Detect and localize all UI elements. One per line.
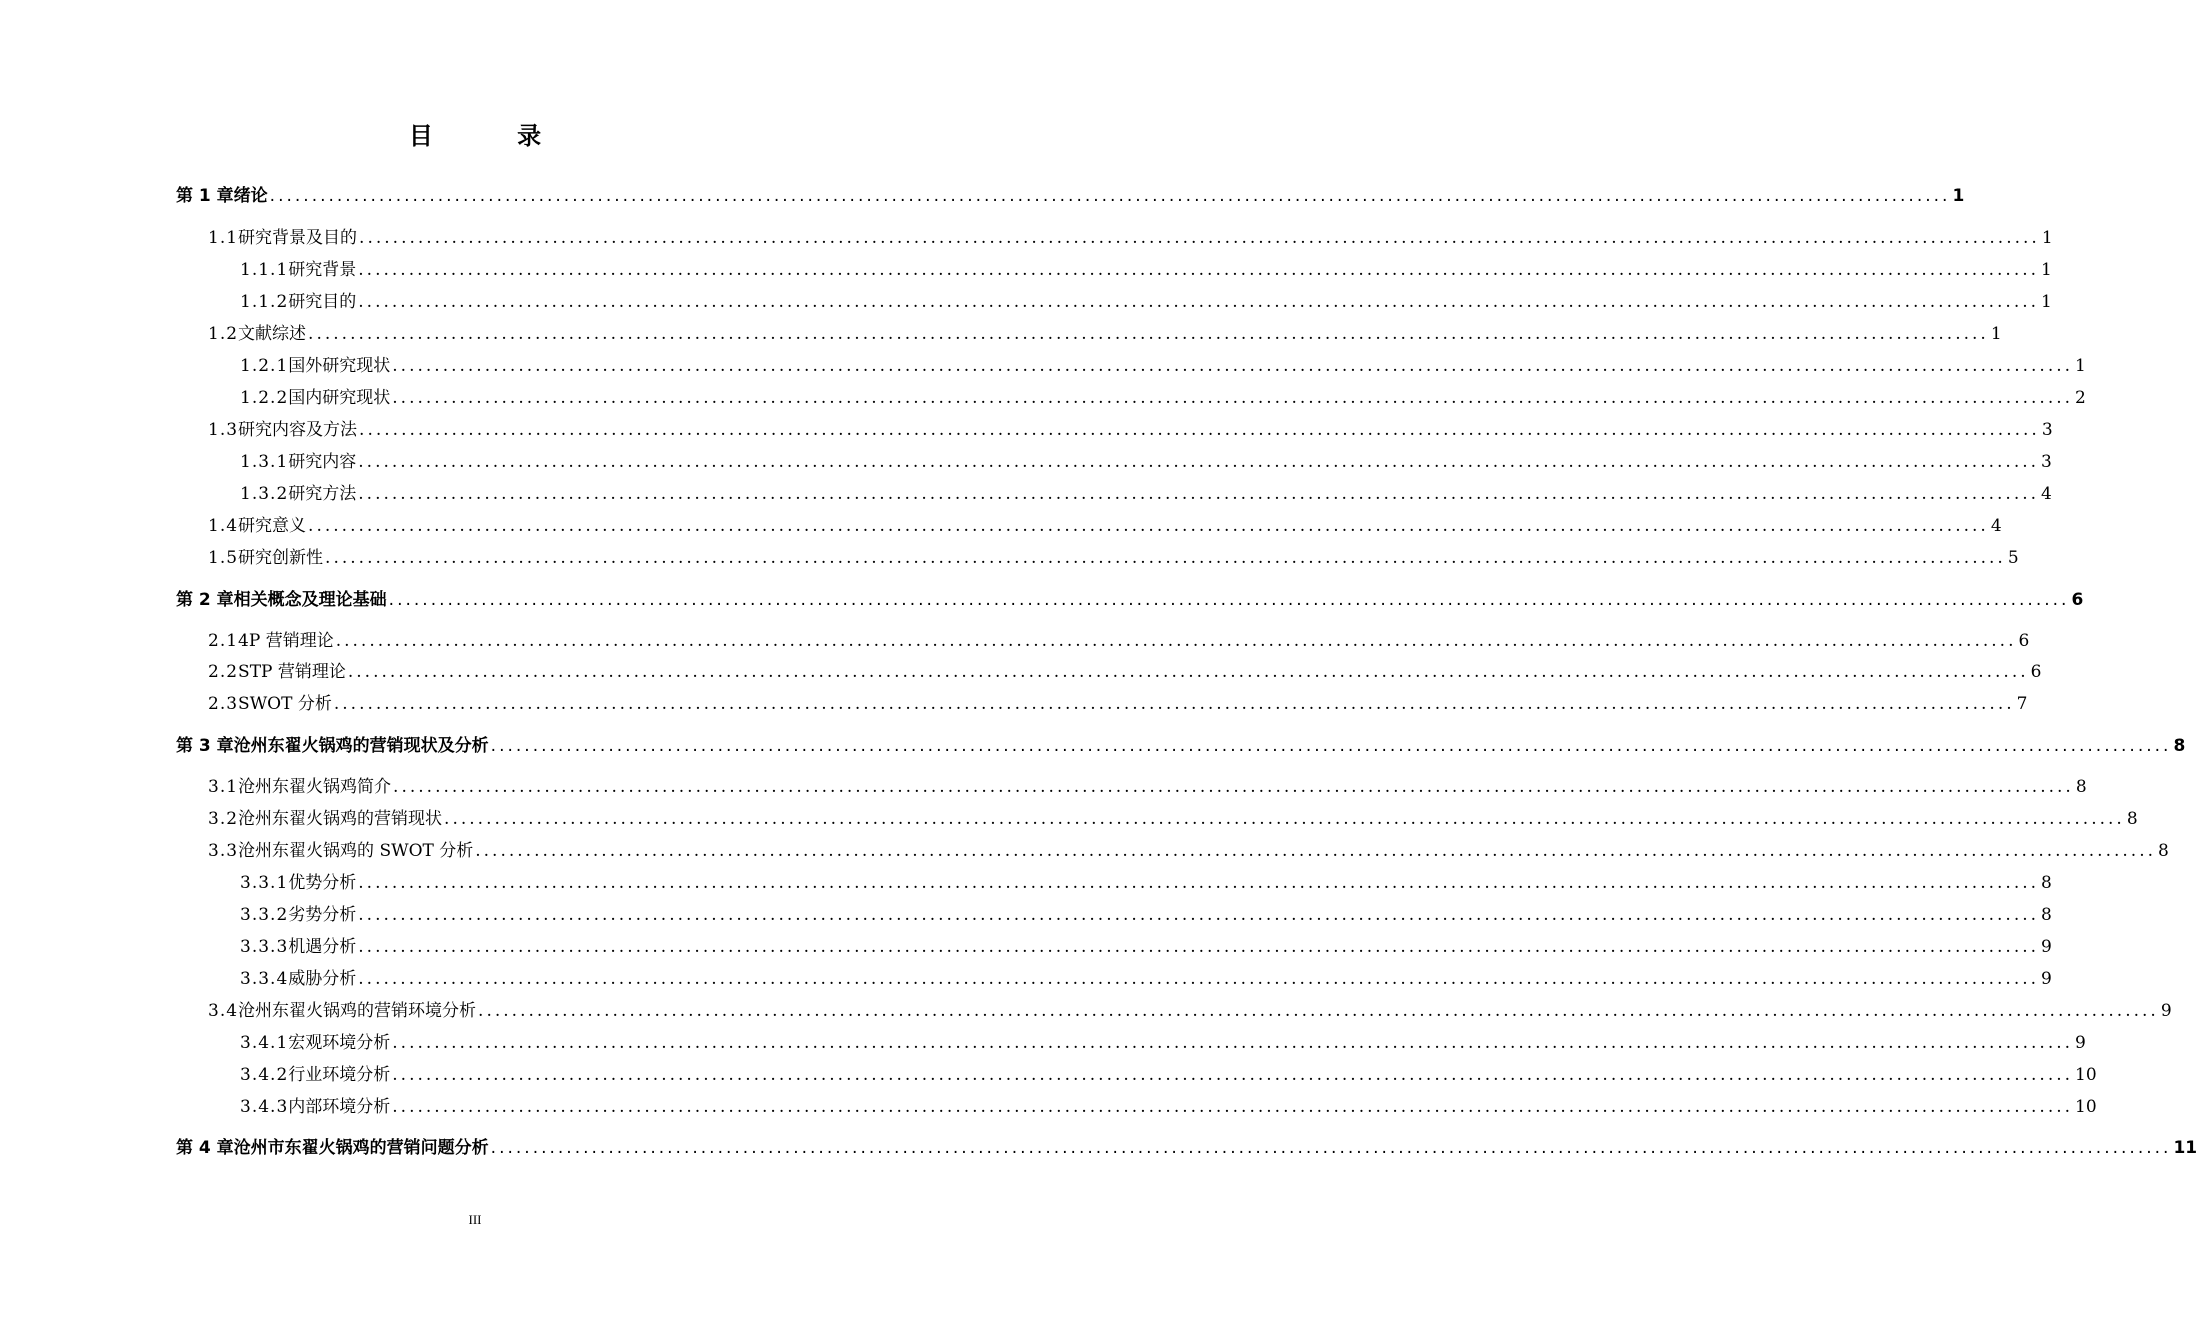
toc-entry-section[interactable] — [208, 774, 2087, 800]
toc-entry-number: 2.2 — [208, 662, 239, 682]
toc-entry-subsection[interactable] — [240, 1094, 2097, 1120]
toc-entry-title: 研究背景及目的 — [238, 228, 358, 248]
toc-entry-title: STP 营销理论 — [238, 662, 346, 682]
toc-leader-dots: ........................................................................................................................................................................................................ — [388, 590, 2070, 610]
toc-leader-dots: ........................................................................................................................................................................................................ — [269, 186, 1951, 206]
toc-entry-number: 1.2.2 — [240, 388, 289, 408]
toc-entry-title: 研究意义 — [238, 516, 307, 536]
toc-entry-section[interactable] — [208, 998, 2172, 1024]
toc-entry-page: 1 — [2041, 228, 2053, 248]
toc-entry-page: 8 — [2075, 777, 2087, 797]
toc-leader-dots: ........................................................................................................................................................................................................ — [347, 662, 2029, 682]
toc-leader-dots: ........................................................................................................................................................................................................ — [333, 694, 2015, 714]
toc-leader-dots: ........................................................................................................................................................................................................ — [475, 841, 2157, 861]
toc-entry-page: 4 — [1990, 516, 2002, 536]
toc-leader-dots: ........................................................................................................................................................................................................ — [392, 1033, 2074, 1053]
toc-leader-dots: ........................................................................................................................................................................................................ — [358, 873, 2040, 893]
toc-entry-number: 第 2 章 — [176, 590, 234, 610]
toc-leader-dots: ........................................................................................................................................................................................................ — [358, 260, 2040, 280]
toc-entry-title: 相关概念及理论基础 — [233, 590, 387, 610]
toc-entry-page: 9 — [2041, 937, 2052, 957]
toc-entry-page: 9 — [2075, 1033, 2086, 1053]
toc-leader-dots: ........................................................................................................................................................................................................ — [358, 452, 2040, 472]
toc-entry-page: 3 — [2041, 452, 2052, 472]
toc-entry-page: 6 — [2071, 590, 2084, 610]
toc-entry-section[interactable] — [208, 225, 2053, 251]
toc-entry-section[interactable] — [208, 321, 2002, 347]
toc-entry-title: 研究方法 — [288, 484, 357, 504]
toc-entry-chapter[interactable] — [176, 587, 2084, 613]
toc-entry-title: 研究背景 — [288, 260, 357, 280]
toc-entry-page: 8 — [2041, 905, 2052, 925]
toc-entry-page: 8 — [2126, 809, 2138, 829]
toc-entry-subsection[interactable] — [240, 934, 2052, 960]
toc-entry-page: 4 — [2041, 484, 2052, 504]
toc-entry-number: 1.1 — [208, 228, 239, 248]
toc-leader-dots: ........................................................................................................................................................................................................ — [325, 548, 2006, 568]
toc-entry-page: 10 — [2075, 1097, 2097, 1117]
toc-entry-subsection[interactable] — [240, 481, 2052, 507]
toc-entry-number: 1.2 — [208, 324, 239, 344]
toc-entry-subsection[interactable] — [240, 1062, 2097, 1088]
toc-entry-section[interactable] — [208, 417, 2053, 443]
toc-leader-dots: ........................................................................................................................................................................................................ — [359, 420, 2040, 440]
toc-entry-number: 3.4.2 — [240, 1065, 289, 1085]
toc-entry-title: 威胁分析 — [288, 969, 357, 989]
toc-entry-title: 文献综述 — [238, 324, 307, 344]
toc-entry-title: 宏观环境分析 — [288, 1033, 391, 1053]
toc-entry-subsection[interactable] — [240, 1030, 2086, 1056]
toc-entry-number: 3.4.3 — [240, 1097, 289, 1117]
toc-entry-page: 7 — [2016, 694, 2028, 714]
toc-entry-number: 3.3.3 — [240, 937, 289, 957]
toc-entry-number: 3.3.1 — [240, 873, 289, 893]
toc-entry-page: 11 — [2173, 1138, 2197, 1158]
toc-leader-dots: ........................................................................................................................................................................................................ — [358, 292, 2040, 312]
toc-entry-number: 3.3.2 — [240, 905, 289, 925]
toc-entry-subsection[interactable] — [240, 353, 2086, 379]
toc-entry-number: 1.3.1 — [240, 452, 289, 472]
toc-entry-chapter[interactable] — [176, 1135, 2197, 1161]
toc-leader-dots: ........................................................................................................................................................................................................ — [359, 228, 2040, 248]
toc-entry-page: 3 — [2041, 420, 2053, 440]
toc-entry-title: 沧州市东翟火锅鸡的营销问题分析 — [233, 1138, 489, 1158]
toc-entry-page: 1 — [2041, 292, 2052, 312]
toc-entry-section[interactable] — [208, 545, 2019, 571]
toc-entry-title: 沧州东翟火锅鸡的营销环境分析 — [238, 1001, 477, 1021]
toc-entry-section[interactable] — [208, 628, 2030, 654]
toc-leader-dots: ........................................................................................................................................................................................................ — [358, 937, 2040, 957]
toc-entry-number: 3.1 — [208, 777, 239, 797]
toc-entry-number: 第 3 章 — [176, 736, 234, 756]
toc-entry-page: 9 — [2160, 1001, 2172, 1021]
toc-entry-chapter[interactable] — [176, 733, 2186, 759]
toc-entry-number: 3.3.4 — [240, 969, 289, 989]
toc-entry-title: 研究内容及方法 — [238, 420, 358, 440]
toc-entry-number: 2.1 — [208, 631, 239, 651]
toc-leader-dots: ........................................................................................................................................................................................................ — [358, 484, 2040, 504]
toc-entry-number: 第 1 章 — [176, 186, 234, 206]
toc-entry-page: 1 — [1990, 324, 2002, 344]
toc-entry-page: 10 — [2075, 1065, 2097, 1085]
toc-entry-chapter[interactable] — [176, 183, 1965, 209]
toc-entry-page: 2 — [2075, 388, 2086, 408]
toc-entry-section[interactable] — [208, 691, 2028, 717]
toc-entry-number: 3.4 — [208, 1001, 239, 1021]
toc-entry-title: 劣势分析 — [288, 905, 357, 925]
toc-entry-title: 沧州东翟火锅鸡的营销现状及分析 — [233, 736, 489, 756]
toc-entry-subsection[interactable] — [240, 385, 2086, 411]
toc-entry-number: 1.1.2 — [240, 292, 289, 312]
toc-leader-dots: ........................................................................................................................................................................................................ — [392, 1097, 2074, 1117]
toc-entry-title: 4P 营销理论 — [238, 631, 334, 651]
toc-entry-section[interactable] — [208, 513, 2002, 539]
toc-entry-section[interactable] — [208, 838, 2169, 864]
toc-entry-number: 1.5 — [208, 548, 239, 568]
toc-entry-title: 内部环境分析 — [288, 1097, 391, 1117]
toc-leader-dots: ........................................................................................................................................................................................................ — [392, 1065, 2074, 1085]
toc-entry-number: 1.3 — [208, 420, 239, 440]
page-number-footer: III — [468, 1212, 482, 1227]
toc-entry-number: 1.4 — [208, 516, 239, 536]
toc-entry-title: 国内研究现状 — [288, 388, 391, 408]
toc-entry-number: 3.4.1 — [240, 1033, 289, 1053]
toc-entry-title: 沧州东翟火锅鸡的营销现状 — [238, 809, 443, 829]
toc-entry-title: 国外研究现状 — [288, 356, 391, 376]
toc-entry-title: 研究内容 — [288, 452, 357, 472]
toc-entry-page: 5 — [2007, 548, 2019, 568]
toc-entry-title: 绪论 — [233, 186, 268, 206]
toc-entry-page: 1 — [2041, 260, 2052, 280]
toc-entry-page: 6 — [2018, 631, 2030, 651]
toc-entry-number: 3.3 — [208, 841, 239, 861]
toc-entry-title: 沧州东翟火锅鸡的 SWOT 分析 — [238, 841, 474, 861]
toc-leader-dots: ........................................................................................................................................................................................................ — [393, 777, 2074, 797]
toc-entry-section[interactable] — [208, 806, 2138, 832]
toc-leader-dots: ........................................................................................................................................................................................................ — [358, 969, 2040, 989]
toc-entry-number: 2.3 — [208, 694, 239, 714]
toc-entry-subsection[interactable] — [240, 257, 2052, 283]
toc-entry-number: 第 4 章 — [176, 1138, 234, 1158]
toc-entry-title: 研究创新性 — [238, 548, 324, 568]
toc-leader-dots: ........................................................................................................................................................................................................ — [308, 324, 1989, 344]
toc-entry-title: 行业环境分析 — [288, 1065, 391, 1085]
toc-entry-number: 1.3.2 — [240, 484, 289, 504]
toc-entry-subsection[interactable] — [240, 870, 2052, 896]
toc-entry-title: 研究目的 — [288, 292, 357, 312]
toc-title: 目 录 — [408, 122, 580, 150]
toc-entry-title: 机遇分析 — [288, 937, 357, 957]
toc-leader-dots: ........................................................................................................................................................................................................ — [490, 736, 2172, 756]
toc-leader-dots: ........................................................................................................................................................................................................ — [358, 905, 2040, 925]
toc-leader-dots: ........................................................................................................................................................................................................ — [478, 1001, 2159, 1021]
toc-entry-page: 9 — [2041, 969, 2052, 989]
toc-entry-subsection[interactable] — [240, 966, 2052, 992]
toc-entry-page: 8 — [2173, 736, 2186, 756]
toc-leader-dots: ........................................................................................................................................................................................................ — [392, 388, 2074, 408]
toc-leader-dots: ........................................................................................................................................................................................................ — [392, 356, 2074, 376]
toc-entry-page: 1 — [1952, 186, 1965, 206]
toc-entry-subsection[interactable] — [240, 289, 2052, 315]
toc-entry-page: 8 — [2041, 873, 2052, 893]
toc-entry-section[interactable] — [208, 659, 2042, 685]
toc-leader-dots: ........................................................................................................................................................................................................ — [444, 809, 2125, 829]
toc-entry-title: 沧州东翟火锅鸡简介 — [238, 777, 392, 797]
toc-entry-number: 3.2 — [208, 809, 239, 829]
toc-leader-dots: ........................................................................................................................................................................................................ — [490, 1138, 2172, 1158]
toc-entry-subsection[interactable] — [240, 449, 2052, 475]
toc-entry-subsection[interactable] — [240, 902, 2052, 928]
toc-entry-page: 6 — [2030, 662, 2042, 682]
toc-leader-dots: ........................................................................................................................................................................................................ — [335, 631, 2017, 651]
toc-entry-page: 8 — [2158, 841, 2169, 861]
toc-entry-page: 1 — [2075, 356, 2086, 376]
toc-entry-number: 1.2.1 — [240, 356, 289, 376]
toc-entry-number: 1.1.1 — [240, 260, 289, 280]
toc-entry-title: 优势分析 — [288, 873, 357, 893]
toc-entry-title: SWOT 分析 — [238, 694, 332, 714]
toc-leader-dots: ........................................................................................................................................................................................................ — [308, 516, 1989, 536]
